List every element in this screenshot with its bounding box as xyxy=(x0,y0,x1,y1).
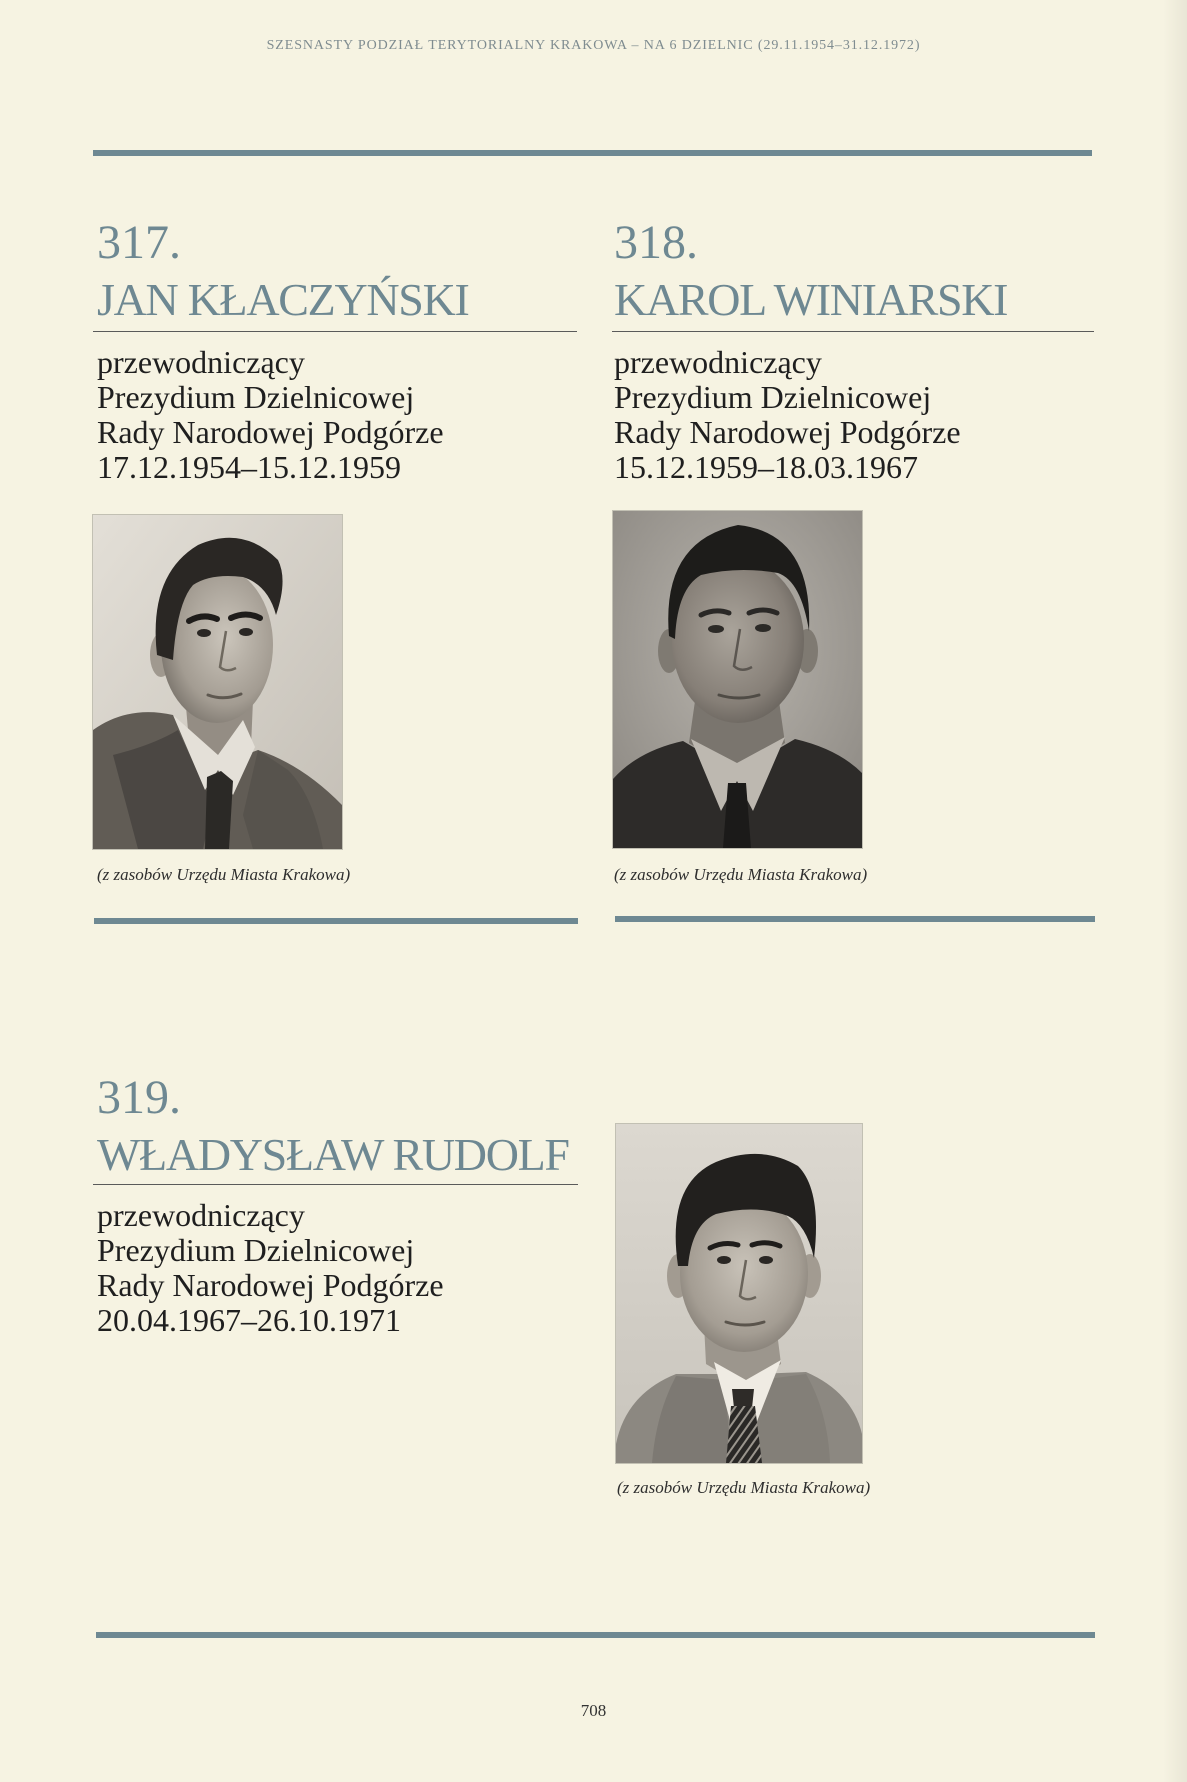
office-council: Rady Narodowej Podgórze xyxy=(614,414,961,450)
entry-number: 318. xyxy=(614,216,698,269)
office-body: Prezydium Dzielnicowej xyxy=(614,379,932,415)
office-council: Rady Narodowej Podgórze xyxy=(97,414,444,450)
entry-divider-bar xyxy=(94,918,578,924)
office-description xyxy=(97,345,444,485)
term-dates: 15.12.1959–18.03.1967 xyxy=(614,449,918,485)
name-underline xyxy=(93,331,577,332)
office-council: Rady Narodowej Podgórze xyxy=(97,1267,444,1303)
office-description xyxy=(97,1198,444,1338)
photo-caption: (z zasobów Urzędu Miasta Krakowa) xyxy=(614,865,868,884)
portrait-image xyxy=(93,515,342,849)
photo-caption: (z zasobów Urzędu Miasta Krakowa) xyxy=(617,1478,871,1497)
name-underline xyxy=(612,331,1094,332)
term-dates: 17.12.1954–15.12.1959 xyxy=(97,449,401,485)
page-number: 708 xyxy=(580,1701,607,1720)
office-title: przewodniczący xyxy=(97,344,305,380)
office-body: Prezydium Dzielnicowej xyxy=(97,379,415,415)
portrait-photo xyxy=(616,1124,862,1463)
portrait-photo xyxy=(613,511,862,848)
photo-caption: (z zasobów Urzędu Miasta Krakowa) xyxy=(97,865,351,884)
portrait-image xyxy=(613,511,862,848)
office-body: Prezydium Dzielnicowej xyxy=(97,1232,415,1268)
office-title: przewodniczący xyxy=(97,1197,305,1233)
entry-number: 319. xyxy=(97,1071,181,1124)
name-underline xyxy=(93,1184,578,1185)
page-edge-shadow xyxy=(1163,0,1187,1782)
person-name: JAN KŁACZYŃSKI xyxy=(97,274,469,325)
term-dates: 20.04.1967–26.10.1971 xyxy=(97,1302,401,1338)
person-name: WŁADYSŁAW RUDOLF xyxy=(97,1129,569,1180)
bottom-divider-bar xyxy=(96,1632,1095,1638)
running-header: SZESNASTY PODZIAŁ TERYTORIALNY KRAKOWA – NA 6 DZIELNIC (29.11.1954–31.12.1972) xyxy=(266,38,921,53)
entry-divider-bar xyxy=(615,916,1095,922)
office-description xyxy=(614,345,961,485)
portrait-photo xyxy=(93,515,342,849)
entry-number: 317. xyxy=(97,216,181,269)
office-title: przewodniczący xyxy=(614,344,822,380)
portrait-image xyxy=(616,1124,862,1463)
person-name: KAROL WINIARSKI xyxy=(614,274,1008,325)
top-divider-bar xyxy=(93,150,1092,156)
